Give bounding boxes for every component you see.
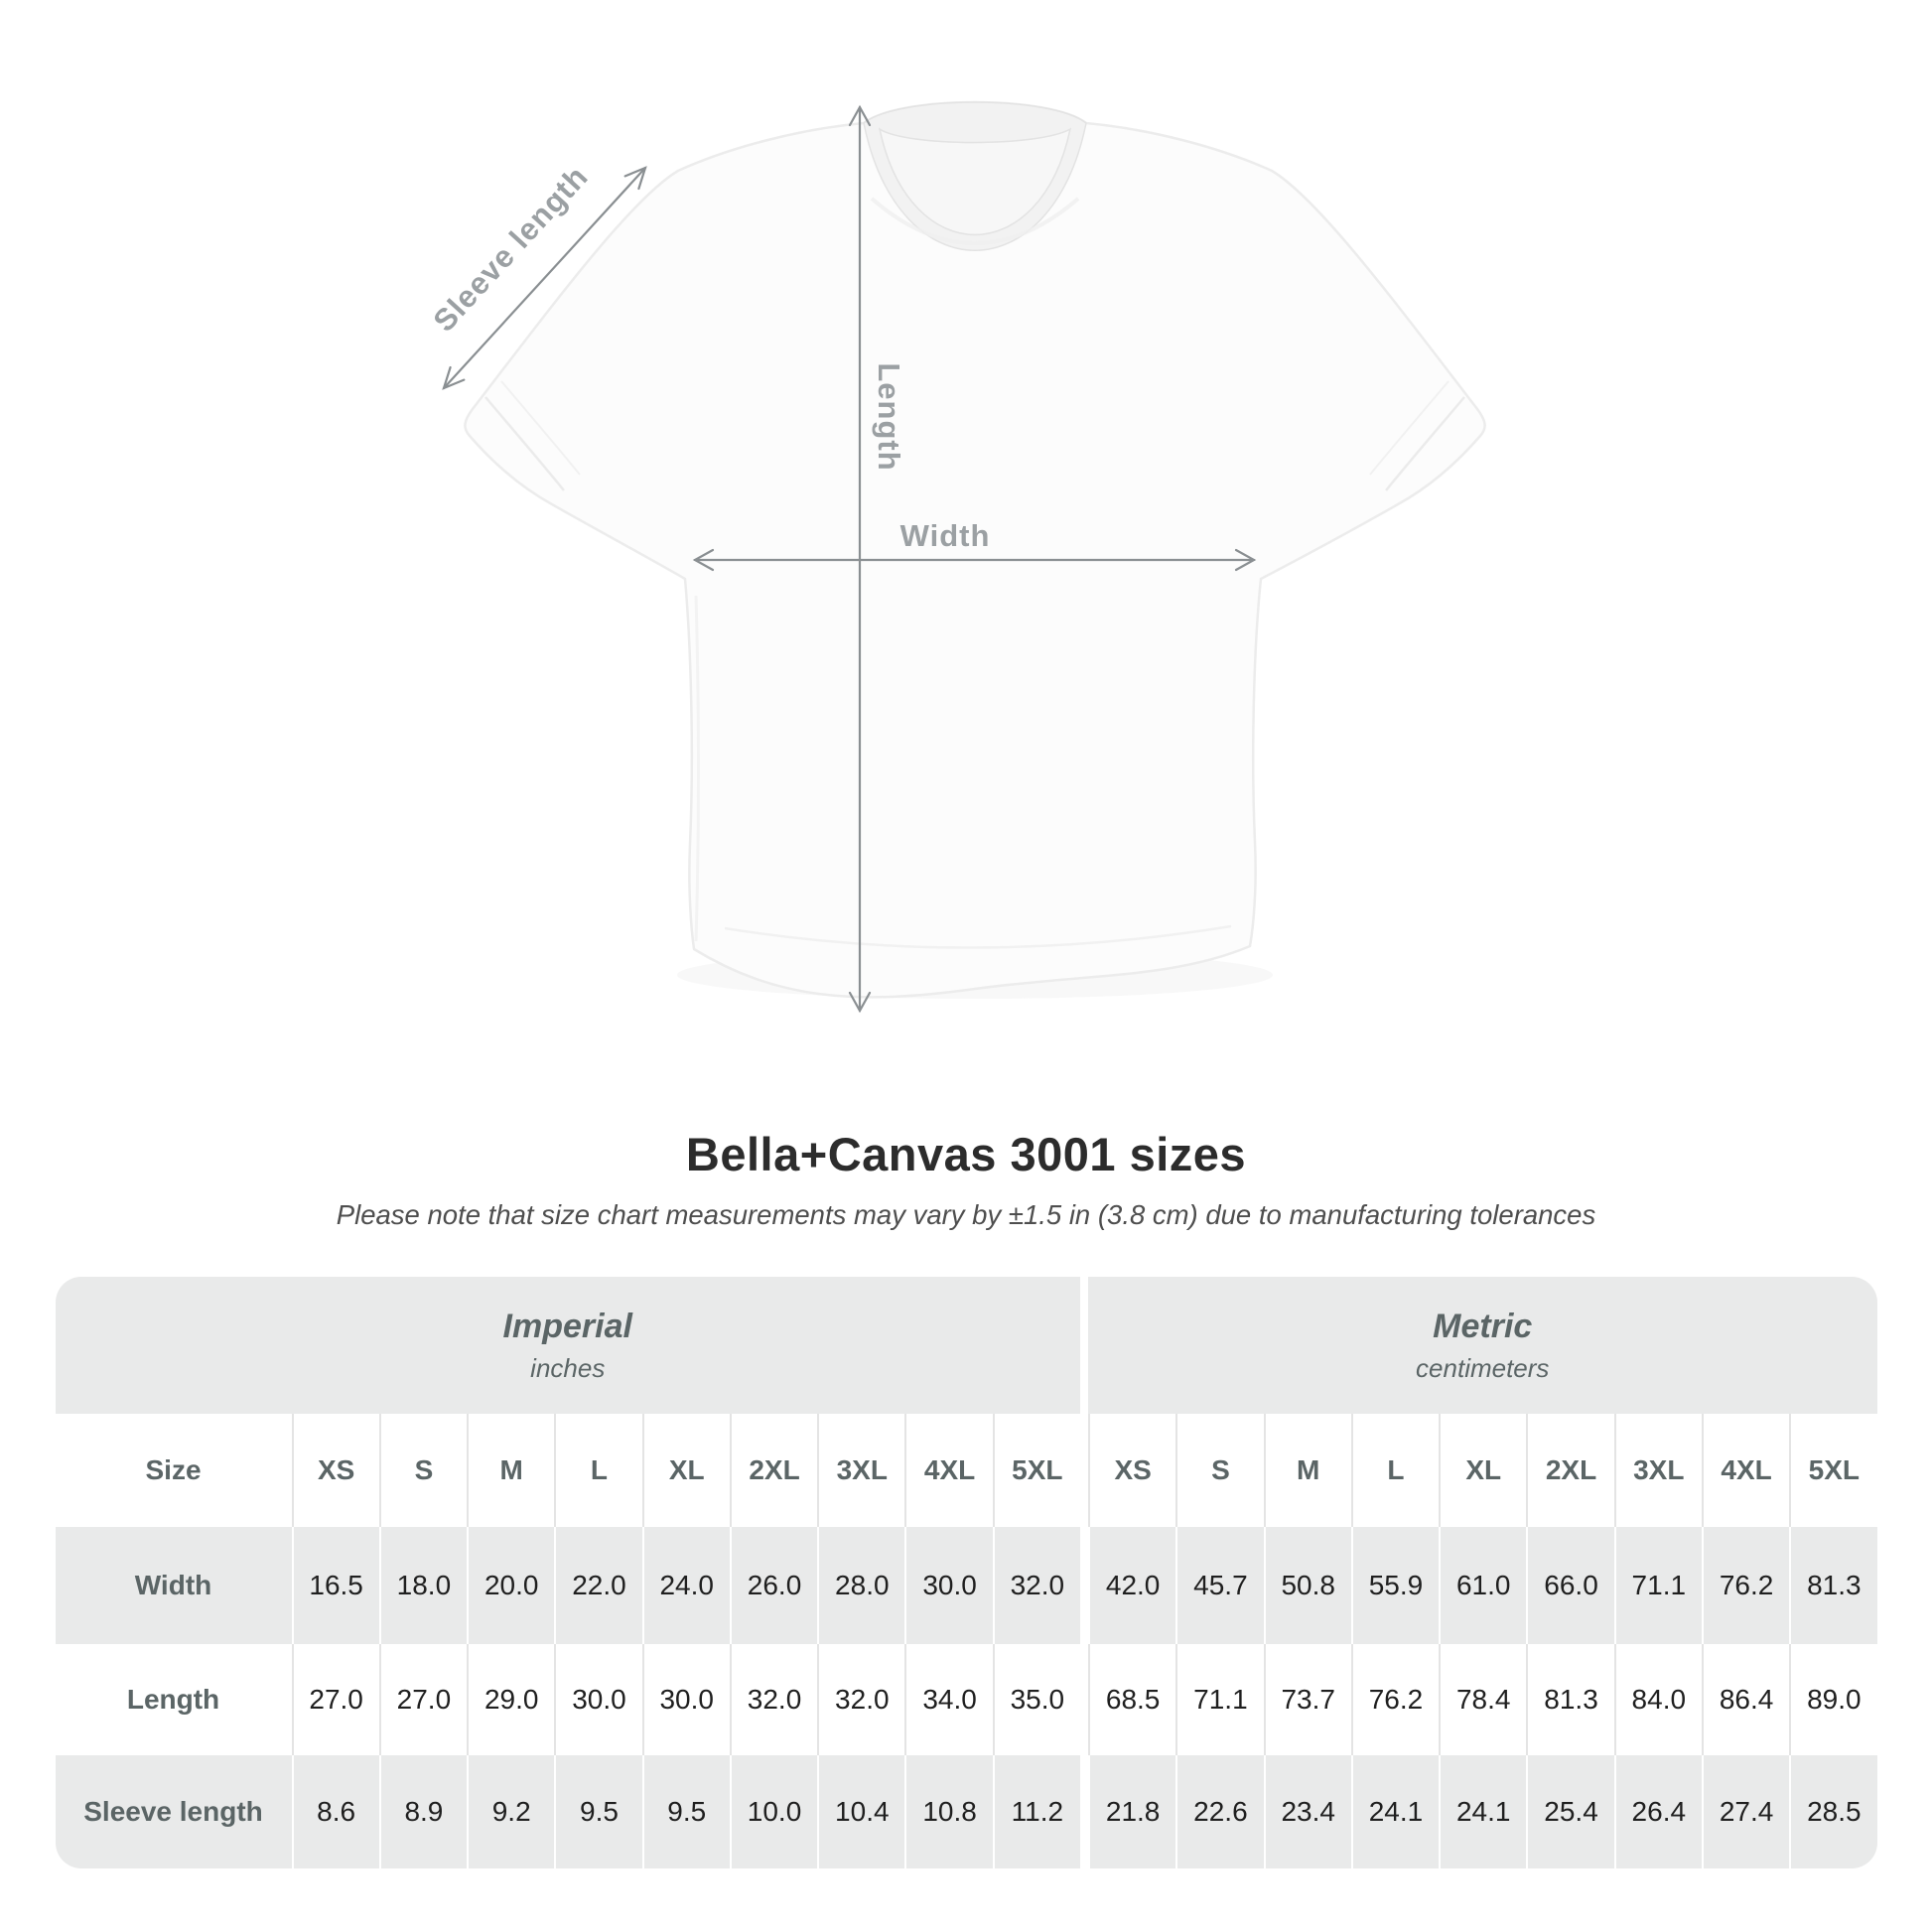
size-header-cell: 4XL: [904, 1414, 992, 1527]
page-title: Bella+Canvas 3001 sizes: [685, 1128, 1247, 1180]
measurement-value: 25.4: [1526, 1755, 1613, 1868]
size-header-cell: S: [1175, 1414, 1263, 1527]
imperial-unit-label: inches: [530, 1352, 606, 1383]
measurement-value: 30.0: [904, 1527, 992, 1644]
measurement-value: 45.7: [1175, 1527, 1263, 1644]
measurement-value: 26.4: [1614, 1755, 1702, 1868]
measurement-row: [56, 1644, 1877, 1755]
measurement-value: 61.0: [1439, 1527, 1526, 1644]
unit-header-row: [56, 1277, 1877, 1414]
metric-header: [1088, 1277, 1877, 1414]
measurement-value: 23.4: [1264, 1755, 1351, 1868]
measurement-value: 68.5: [1088, 1644, 1175, 1755]
measurement-value: 27.0: [292, 1644, 379, 1755]
size-table: [56, 1277, 1877, 1868]
section-divider: [1080, 1277, 1088, 1414]
measurement-value: 32.0: [993, 1527, 1080, 1644]
metric-label: Metric: [1433, 1307, 1533, 1345]
measurement-value: 35.0: [993, 1644, 1080, 1755]
measurement-value: 10.0: [730, 1755, 817, 1868]
size-header-cell: 4XL: [1702, 1414, 1789, 1527]
measurement-value: 81.3: [1789, 1527, 1876, 1644]
size-header-cell: 2XL: [1526, 1414, 1613, 1527]
measurement-value: 78.4: [1439, 1644, 1526, 1755]
table-rows: [56, 1414, 1877, 1868]
measurement-value: 21.8: [1088, 1755, 1175, 1868]
measurement-value: 22.6: [1175, 1755, 1263, 1868]
metric-unit-label: centimeters: [1416, 1352, 1550, 1383]
imperial-header: [56, 1277, 1081, 1414]
measurement-value: 10.4: [817, 1755, 904, 1868]
size-header-cell: XS: [1088, 1414, 1175, 1527]
section-divider: [1080, 1644, 1088, 1755]
size-header-cell: S: [379, 1414, 467, 1527]
size-header-cell: 2XL: [730, 1414, 817, 1527]
section-divider: [1080, 1755, 1088, 1868]
measurement-value: 66.0: [1526, 1527, 1613, 1644]
measurement-value: 18.0: [379, 1527, 467, 1644]
size-header-cell: XL: [1439, 1414, 1526, 1527]
measurement-value: 86.4: [1702, 1644, 1789, 1755]
measurement-value: 89.0: [1789, 1644, 1876, 1755]
measurement-value: 28.5: [1789, 1755, 1876, 1868]
measurement-value: 28.0: [817, 1527, 904, 1644]
measurement-value: 32.0: [817, 1644, 904, 1755]
size-header-cell: L: [1351, 1414, 1439, 1527]
row-label: Width: [56, 1527, 292, 1644]
measurement-value: 22.0: [554, 1527, 641, 1644]
size-header-cell: 5XL: [993, 1414, 1080, 1527]
measurement-value: 81.3: [1526, 1644, 1613, 1755]
size-header-cell: 3XL: [1614, 1414, 1702, 1527]
size-header-cell: M: [467, 1414, 554, 1527]
measurement-value: 27.4: [1702, 1755, 1789, 1868]
measurement-row: [56, 1527, 1877, 1644]
measurement-value: 16.5: [292, 1527, 379, 1644]
measurement-value: 76.2: [1351, 1644, 1439, 1755]
measurement-value: 29.0: [467, 1644, 554, 1755]
measurement-value: 55.9: [1351, 1527, 1439, 1644]
section-divider: [1080, 1527, 1088, 1644]
size-header-cell: XL: [642, 1414, 730, 1527]
sleeve-length-label: Sleeve length: [426, 159, 596, 339]
size-header-cell: L: [554, 1414, 641, 1527]
size-column-header: Size: [56, 1414, 292, 1527]
size-header-cell: XS: [292, 1414, 379, 1527]
measurement-value: 84.0: [1614, 1644, 1702, 1755]
page-subtitle: Please note that size chart measurements may vary by ±1.5 in (3.8 cm) due to manufacturing tolerances: [336, 1199, 1596, 1230]
measurement-value: 24.1: [1351, 1755, 1439, 1868]
measurement-value: 34.0: [904, 1644, 992, 1755]
size-header-cell: M: [1264, 1414, 1351, 1527]
measurement-value: 9.5: [554, 1755, 641, 1868]
measurement-value: 9.2: [467, 1755, 554, 1868]
length-label: Length: [871, 362, 906, 472]
measurement-value: 9.5: [642, 1755, 730, 1868]
measurement-value: 24.1: [1439, 1755, 1526, 1868]
measurement-value: 27.0: [379, 1644, 467, 1755]
measurement-value: 11.2: [993, 1755, 1080, 1868]
size-header-cell: 3XL: [817, 1414, 904, 1527]
measurement-value: 8.6: [292, 1755, 379, 1868]
measurement-value: 76.2: [1702, 1527, 1789, 1644]
measurement-value: 30.0: [554, 1644, 641, 1755]
measurement-value: 30.0: [642, 1644, 730, 1755]
measurement-value: 71.1: [1175, 1644, 1263, 1755]
measurement-value: 24.0: [642, 1527, 730, 1644]
size-header-cell: 5XL: [1789, 1414, 1876, 1527]
size-header-row: [56, 1414, 1877, 1527]
measurement-value: 32.0: [730, 1644, 817, 1755]
measurement-value: 42.0: [1088, 1527, 1175, 1644]
row-label: Sleeve length: [56, 1755, 292, 1868]
measurement-value: 8.9: [379, 1755, 467, 1868]
measurement-value: 20.0: [467, 1527, 554, 1644]
measurement-value: 26.0: [730, 1527, 817, 1644]
section-divider: [1080, 1414, 1088, 1527]
width-label: Width: [899, 518, 991, 553]
measurement-value: 50.8: [1264, 1527, 1351, 1644]
measurement-row: [56, 1755, 1877, 1868]
imperial-label: Imperial: [502, 1307, 632, 1345]
measurement-value: 73.7: [1264, 1644, 1351, 1755]
row-label: Length: [56, 1644, 292, 1755]
measurement-value: 71.1: [1614, 1527, 1702, 1644]
measurement-value: 10.8: [904, 1755, 992, 1868]
